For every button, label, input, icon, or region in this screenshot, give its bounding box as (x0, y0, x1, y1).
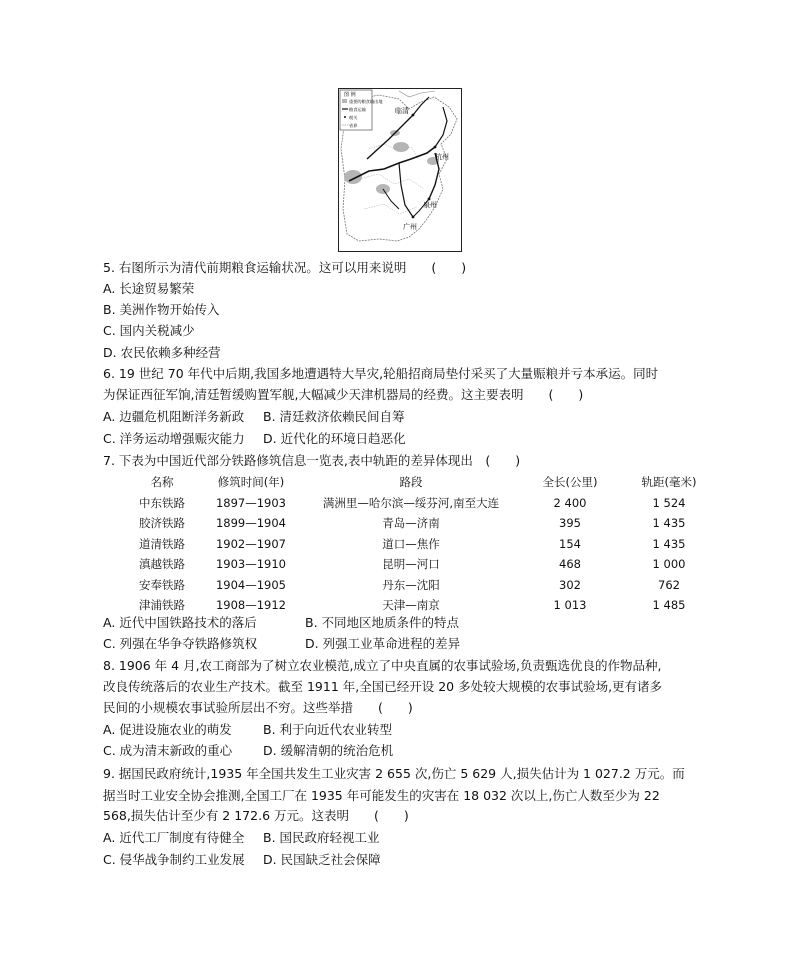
cell-gauge: 1 435 (652, 536, 686, 551)
q7-option-c[interactable]: C. 列强在华争夺铁路修筑权 (103, 636, 258, 651)
q7-option-b[interactable]: B. 不同地区地质条件的特点 (305, 615, 460, 630)
q6-option-c[interactable]: C. 洋务运动增强赈灾能力 (103, 431, 245, 446)
cell-length: 395 (559, 516, 581, 531)
legend-item: 税关 (349, 115, 358, 120)
cell-name: 胶济铁路 (139, 516, 185, 531)
legend-title: 图 例 (344, 92, 356, 98)
q5-option-a[interactable]: A. 长途贸易繁荣 (103, 281, 195, 296)
q6-stem-line: 6. 19 世纪 70 年代中后期,我国多地遭遇特大旱灾,轮船招商局垫付采买了大量赈粮并亏本承运。同时 (103, 366, 659, 381)
cell-gauge: 1 524 (652, 495, 686, 510)
legend-item: 省界 (349, 123, 358, 128)
q9-stem-line: 9. 据国民政府统计,1935 年全国共发生工业灾害 2 655 次,伤亡 5 629 人,损失估计为 1 027.2 万元。而 (103, 766, 685, 781)
q9-option-a[interactable]: A. 近代工厂制度有待健全 (103, 830, 245, 845)
cell-gauge: 1 435 (652, 516, 686, 531)
legend-item: 粮食运输 (349, 107, 366, 112)
cell-gauge: 762 (658, 577, 680, 592)
header-length: 全长(公里) (542, 475, 598, 490)
cell-section: 天津—南京 (382, 598, 440, 613)
q5-option-b[interactable]: B. 美洲作物开始传入 (103, 302, 220, 317)
q8-option-c[interactable]: C. 成为清末新政的重心 (103, 743, 233, 758)
q8-option-b[interactable]: B. 利于向近代农业转型 (263, 722, 393, 737)
q6-option-d[interactable]: D. 近代化的环境日趋恶化 (263, 431, 406, 446)
cell-section: 青岛—济南 (382, 516, 440, 531)
cell-gauge: 1 485 (652, 598, 686, 613)
q6-stem-line: 为保证西征军饷,清廷暂缓购置军舰,大幅减少天津机器局的经费。这主要表明 ( ) (103, 387, 584, 402)
q8-stem-line: 改良传统落后的农业生产技术。截至 1911 年,全国已经开设 20 多处较大规模的农事试验场,更有诸多 (103, 679, 663, 694)
cell-length: 468 (559, 557, 581, 572)
q9-stem-line: 568,损失估计至少有 2 172.6 万元。这表明 ( ) (103, 808, 409, 823)
q6-option-a[interactable]: A. 边疆危机阻断洋务新政 (103, 409, 245, 424)
q8-stem-line: 8. 1906 年 4 月,农工商部为了树立农业模范,成立了中央直属的农事试验场,负责甄选优良的作物品种, (103, 658, 662, 673)
place-label: 广州 (403, 223, 417, 231)
header-years: 修筑时间(年) (217, 475, 285, 490)
q6-option-b[interactable]: B. 清廷救济依赖民间自筹 (263, 409, 405, 424)
header-section: 路段 (399, 475, 423, 490)
place-label: 临清 (395, 107, 409, 115)
q7-option-a[interactable]: A. 近代中国铁路技术的落后 (103, 615, 257, 630)
cell-section: 丹东—沈阳 (382, 577, 440, 592)
table-row (128, 575, 714, 596)
cell-section: 昆明—河口 (382, 557, 440, 572)
cell-years: 1897—1903 (215, 495, 287, 510)
grain-region (344, 170, 362, 184)
table-row (128, 534, 714, 555)
table-header-row (128, 472, 714, 493)
map-drawing (339, 89, 461, 251)
q8-option-d[interactable]: D. 缓解清朝的统治危机 (263, 743, 394, 758)
cell-length: 2 400 (553, 495, 587, 510)
table-row (128, 493, 714, 514)
cell-name: 中东铁路 (139, 495, 185, 510)
q7-option-d[interactable]: D. 列强工业革命进程的差异 (305, 636, 461, 651)
table-row (128, 554, 714, 575)
header-gauge: 轨距(毫米) (641, 475, 697, 490)
cell-length: 302 (559, 577, 581, 592)
cell-years: 1902—1907 (215, 536, 287, 551)
cell-name: 安奉铁路 (139, 577, 185, 592)
q5-option-c[interactable]: C. 国内关税减少 (103, 323, 195, 338)
q7-stem: 7. 下表为中国近代部分铁路修筑信息一览表,表中轨距的差异体现出 ( ) (103, 453, 521, 468)
cell-section: 道口—焦作 (382, 536, 440, 551)
cell-years: 1904—1905 (215, 577, 287, 592)
cell-section: 满洲里—哈尔滨—绥芬河,南至大连 (322, 495, 500, 510)
cell-name: 滇越铁路 (139, 557, 185, 572)
q9-stem-line: 据当时工业安全协会推测,全国工厂在 1935 年可能发生的灾害在 18 032 次以上,伤亡人数至少为 22 (103, 788, 660, 803)
grain-region (393, 142, 409, 152)
cell-years: 1899—1904 (215, 516, 287, 531)
cell-years: 1908—1912 (215, 598, 287, 613)
place-label: 杭州 (435, 153, 449, 161)
table-row (128, 513, 714, 534)
table-row (128, 595, 714, 616)
q8-stem-line: 民间的小规模农事试验所层出不穷。这些举措 ( ) (103, 700, 413, 715)
q9-option-b[interactable]: B. 国民政府轻视工业 (263, 830, 380, 845)
cell-gauge: 1 000 (652, 557, 686, 572)
cell-name: 津浦铁路 (139, 598, 185, 613)
legend-item: 重要的粮食输出地 (349, 99, 383, 104)
q9-option-d[interactable]: D. 民国缺乏社会保障 (263, 852, 381, 867)
q5-option-d[interactable]: D. 农民依赖多种经营 (103, 345, 221, 360)
place-label: 泉州 (423, 201, 437, 209)
cell-length: 154 (559, 536, 581, 551)
header-name: 名称 (150, 475, 174, 490)
cell-length: 1 013 (553, 598, 587, 613)
railway-table (128, 472, 714, 616)
grain-transport-map (338, 88, 462, 252)
q8-option-a[interactable]: A. 促进设施农业的萌发 (103, 722, 232, 737)
q5-stem: 5. 右图所示为清代前期粮食运输状况。这可以用来说明 ( ) (103, 260, 467, 275)
q9-option-c[interactable]: C. 侵华战争制约工业发展 (103, 852, 245, 867)
cell-name: 道清铁路 (139, 536, 185, 551)
cell-years: 1903—1910 (215, 557, 287, 572)
